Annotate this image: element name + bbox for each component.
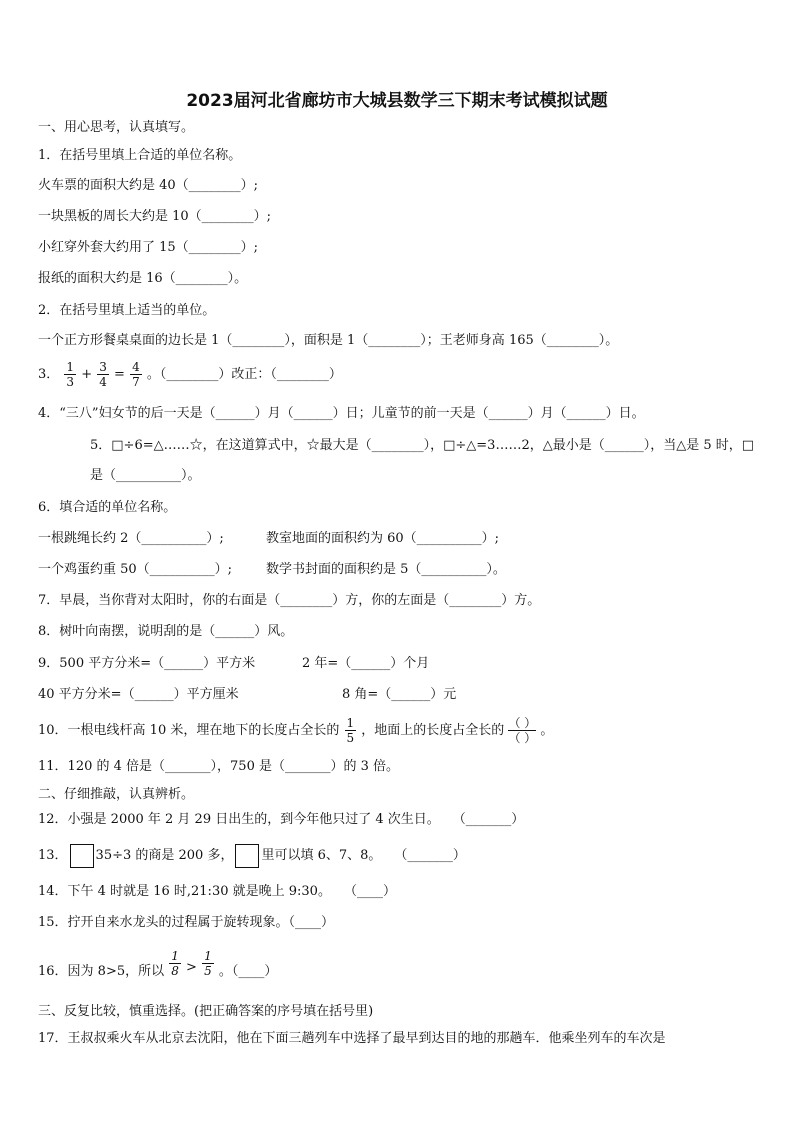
fraction-one-fifth bbox=[202, 949, 214, 978]
question-3-number: 3． bbox=[38, 367, 60, 382]
question-10 bbox=[38, 714, 553, 748]
fraction-numerator: 4 bbox=[132, 360, 140, 374]
question-1-item-c: 小红穿外套大约用了 15（________）; bbox=[38, 240, 259, 255]
question-2-stem: 2．在括号里填上适当的单位。 bbox=[38, 303, 216, 318]
blank-box[interactable] bbox=[235, 844, 259, 868]
fraction-denominator: 3 bbox=[66, 375, 75, 389]
blank-box[interactable] bbox=[70, 844, 94, 868]
equals-sign: = bbox=[114, 367, 125, 382]
question-16 bbox=[38, 949, 278, 989]
section-heading-1: 一、用心思考，认真填写。 bbox=[38, 120, 195, 135]
answer-fraction-blank[interactable] bbox=[508, 716, 536, 745]
question-13-middle: 35÷3 的商是 200 多， bbox=[95, 848, 234, 863]
fraction-numerator: 1 bbox=[171, 949, 179, 963]
fraction-four-sevenths bbox=[130, 360, 142, 389]
question-1-item-b: 一块黑板的周长大约是 10（________）; bbox=[38, 209, 272, 224]
question-13-number: 13． bbox=[38, 848, 68, 863]
question-13 bbox=[38, 843, 466, 869]
question-16-end: 。（____） bbox=[218, 964, 278, 979]
question-10-end: 。 bbox=[540, 723, 554, 738]
question-3 bbox=[38, 358, 342, 392]
fraction-numerator-blank[interactable]: （ ） bbox=[508, 716, 537, 730]
question-9-item-b: 2 年=（______）个月 bbox=[302, 656, 430, 671]
question-1-stem: 1．在括号里填上合适的单位名称。 bbox=[38, 148, 242, 163]
question-8: 8．树叶向南摆，说明刮的是（______）风。 bbox=[38, 624, 294, 639]
question-10-prefix: 10．一根电线杆高 10 米，埋在地下的长度占全长的 bbox=[38, 723, 340, 738]
question-10-middle: ，地面上的长度占全长的 bbox=[361, 723, 505, 738]
question-9-item-d: 8 角=（______）元 bbox=[342, 687, 457, 702]
fraction-three-fourths bbox=[97, 360, 109, 389]
page-title: 2023届河北省廊坊市大城县数学三下期末考试模拟试题 bbox=[186, 91, 608, 111]
question-5-line-1: 5．□÷6=△……☆，在这道算式中，☆最大是（________），□÷△=3……2，△最小是（______），当△是 5 时，□ bbox=[90, 438, 755, 453]
section-heading-2: 二、仔细推敲，认真辨析。 bbox=[38, 787, 195, 802]
plus-sign: + bbox=[81, 367, 93, 382]
fraction-denominator: 7 bbox=[132, 375, 140, 389]
question-4: 4．“三八”妇女节的后一天是（______）月（______）日；儿童节的前一天是（______）月（______）日。 bbox=[38, 406, 645, 421]
question-6-stem: 6．填合适的单位名称。 bbox=[38, 500, 177, 515]
question-6-item-d: 数学书封面的面积约是 5（__________）。 bbox=[266, 562, 506, 577]
greater-than-sign: > bbox=[186, 960, 197, 975]
question-9-item-a: 9．500 平方分米=（______）平方米 bbox=[38, 656, 256, 671]
section-heading-3: 三、反复比较，慎重选择。(把正确答案的序号填在括号里) bbox=[38, 1004, 374, 1019]
question-15: 15．拧开自来水龙头的过程属于旋转现象。（____） bbox=[38, 915, 335, 930]
question-13-end: 里可以填 6、7、8。 （_______） bbox=[261, 848, 466, 863]
question-7: 7．早晨，当你背对太阳时，你的右面是（________）方，你的左面是（________）方。 bbox=[38, 593, 541, 608]
question-6-item-a: 一根跳绳长约 2（__________）; bbox=[38, 531, 224, 546]
fraction-numerator: 1 bbox=[66, 360, 75, 374]
question-11: 11．120 的 4 倍是（_______），750 是（_______）的 3 倍。 bbox=[38, 759, 400, 774]
fraction-one-fifth bbox=[345, 716, 357, 745]
fraction-numerator: 1 bbox=[204, 949, 212, 963]
question-1-item-d: 报纸的面积大约是 16（________）。 bbox=[38, 271, 248, 286]
fraction-one-third bbox=[64, 360, 76, 389]
question-12: 12．小强是 2000 年 2 月 29 日出生的，到今年他只过了 4 次生日。 （_______） bbox=[38, 812, 525, 827]
fraction-denominator: 5 bbox=[204, 964, 212, 978]
question-14: 14．下午 4 时就是 16 时,21:30 就是晚上 9:30。 （____） bbox=[38, 884, 396, 899]
question-17: 17．王叔叔乘火车从北京去沈阳，他在下面三趟列车中选择了最早到达目的地的那趟车．他乘坐列车的车次是 bbox=[38, 1031, 666, 1046]
question-6-item-c: 一个鸡蛋约重 50（__________）; bbox=[38, 562, 233, 577]
question-5-line-2: 是（__________）。 bbox=[90, 468, 201, 483]
question-9-item-c: 40 平方分米=（______）平方厘米 bbox=[38, 687, 239, 702]
question-3-rest: 。（________）改正：（________） bbox=[146, 367, 342, 382]
fraction-denominator: 5 bbox=[346, 731, 355, 745]
fraction-one-eighth bbox=[169, 949, 181, 978]
fraction-numerator: 1 bbox=[346, 716, 355, 730]
fraction-denominator-blank[interactable]: （ ） bbox=[508, 731, 537, 745]
question-16-prefix: 16．因为 8>5，所以 bbox=[38, 964, 165, 979]
question-6-item-b: 教室地面的面积约为 60（__________）; bbox=[266, 531, 500, 546]
fraction-denominator: 8 bbox=[171, 964, 179, 978]
question-2-line: 一个正方形餐桌桌面的边长是 1（________），面积是 1（________）；王老师身高 165（________）。 bbox=[38, 333, 619, 348]
fraction-numerator: 3 bbox=[99, 360, 107, 374]
question-1-item-a: 火车票的面积大约是 40（________）; bbox=[38, 178, 259, 193]
fraction-denominator: 4 bbox=[99, 375, 107, 389]
